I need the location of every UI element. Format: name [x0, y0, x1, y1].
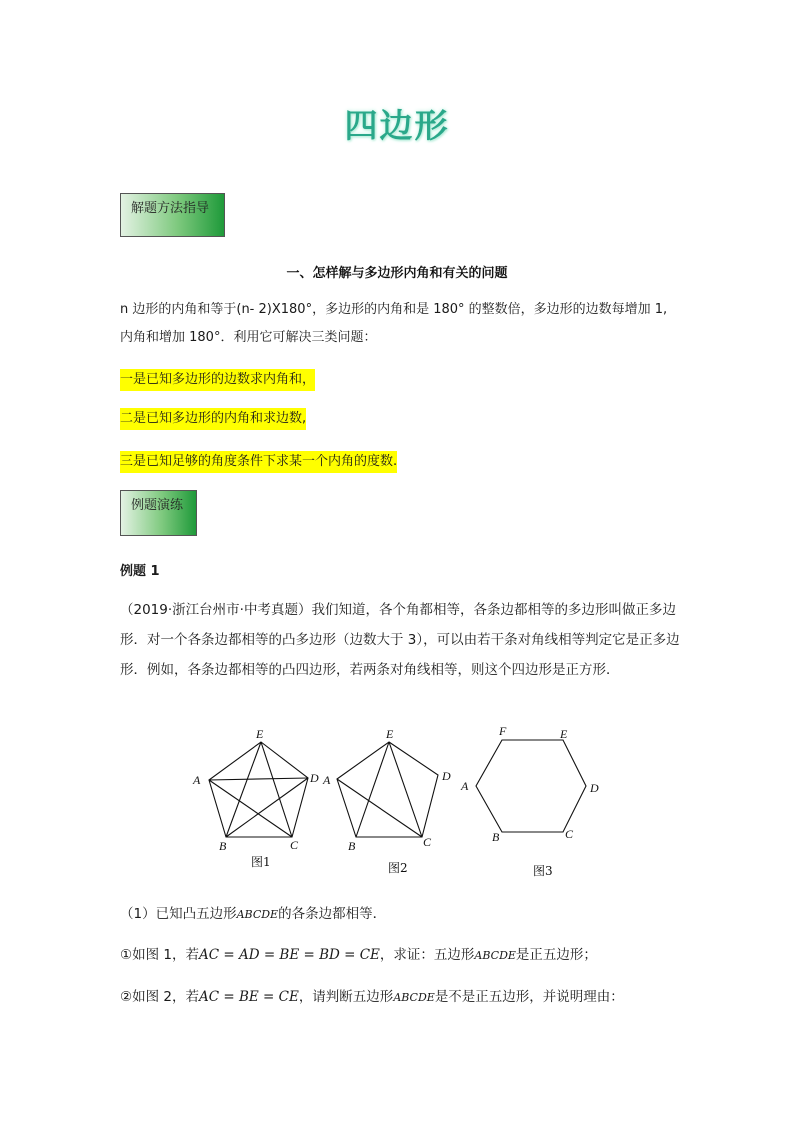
question-1-part-2 [120, 985, 624, 1005]
fig2-label-a: A [323, 773, 331, 787]
question-1 [120, 902, 386, 922]
fig2-label-b: B [348, 839, 356, 853]
fig2-label-d: D [442, 769, 451, 783]
q3-polygon-name: ABCDE [393, 991, 435, 1004]
q1-text-b: 的各条边都相等． [278, 906, 387, 922]
fig1-caption: 图1 [251, 855, 271, 869]
q2-text-c: 是正五边形； [515, 947, 597, 963]
page-title: 四边形 [344, 106, 450, 145]
fig1-diagonal [226, 742, 261, 837]
intro-paragraph: n 边形的内角和等于(n- 2)X180°，多边形的内角和是 180° 的整数倍，多边形的边数每增加 1,内角和增加 180°．利用它可解决三类问题： [120, 302, 668, 345]
fig1-label-e: E [256, 727, 264, 741]
fig2-diagonal [389, 742, 422, 837]
fig3-label-d: D [590, 781, 599, 795]
fig3-label-c: C [565, 827, 574, 841]
question-1-part-1 [120, 943, 597, 963]
highlight-item-3: 三是已知足够的角度条件下求某一个内角的度数. [120, 451, 397, 473]
figure-3 [476, 740, 586, 832]
fig1-label-c: C [290, 838, 299, 852]
example-label: 例题 1 [120, 564, 160, 579]
highlight-item-2: 二是已知多边形的内角和求边数, [120, 408, 306, 430]
fig2-diagonal [337, 779, 422, 837]
figure-2 [337, 742, 438, 837]
fig1-pentagon [209, 742, 308, 837]
fig2-caption: 图2 [388, 861, 408, 875]
q3-text-a: ②如图 2，若 [120, 989, 199, 1005]
highlight-item-1: 一是已知多边形的边数求内角和， [120, 369, 315, 391]
problem-statement: （2019·浙江台州市·中考真题）我们知道，各个角都相等，各条边都相等的多边形叫做正多边形．对一个各条边都相等的凸多边形（边数大于 3），可以由若干条对角线相等判定它是正多边形．例如，各条边都相等的凸四边形，若两条对角线相等，则这个四边形是正方形． [120, 602, 680, 678]
figure-1 [209, 742, 308, 837]
q1-text-a: （1）已知凸五边形 [120, 906, 237, 922]
fig3-hexagon [476, 740, 586, 832]
q2-condition: AC = AD = BE = BD = CE [198, 947, 380, 963]
fig2-diagonal [356, 742, 389, 837]
fig3-label-b: B [492, 830, 500, 844]
q3-condition: AC = BE = CE [198, 989, 299, 1005]
q2-text-a: ①如图 1，若 [120, 947, 199, 963]
fig1-diagonal [261, 742, 292, 837]
q2-text-b: ，求证：五边形 [379, 947, 475, 963]
section-heading: 一、怎样解与多边形内角和有关的问题 [286, 266, 508, 281]
q1-polygon-name: ABCDE [236, 908, 279, 921]
fig3-label-e: E [560, 727, 568, 741]
fig2-label-c: C [423, 835, 432, 849]
fig1-diagonal [209, 778, 308, 780]
fig1-label-a: A [193, 773, 201, 787]
fig3-caption: 图3 [533, 864, 553, 878]
q3-text-b: ，请判断五边形 [298, 989, 394, 1005]
fig1-diagonal [226, 778, 308, 837]
q2-polygon-name: ABCDE [474, 949, 516, 962]
example-practice-tag: 例题演练 [120, 490, 197, 536]
fig3-label-a: A [461, 779, 469, 793]
q3-text-c: 是不是正五边形，并说明理由： [434, 989, 624, 1005]
method-guide-tag: 解题方法指导 [120, 193, 225, 237]
fig1-label-d: D [310, 771, 319, 785]
fig1-label-b: B [219, 839, 227, 853]
fig2-label-e: E [386, 727, 394, 741]
fig1-diagonal [209, 780, 292, 837]
fig3-label-f: F [499, 724, 507, 738]
